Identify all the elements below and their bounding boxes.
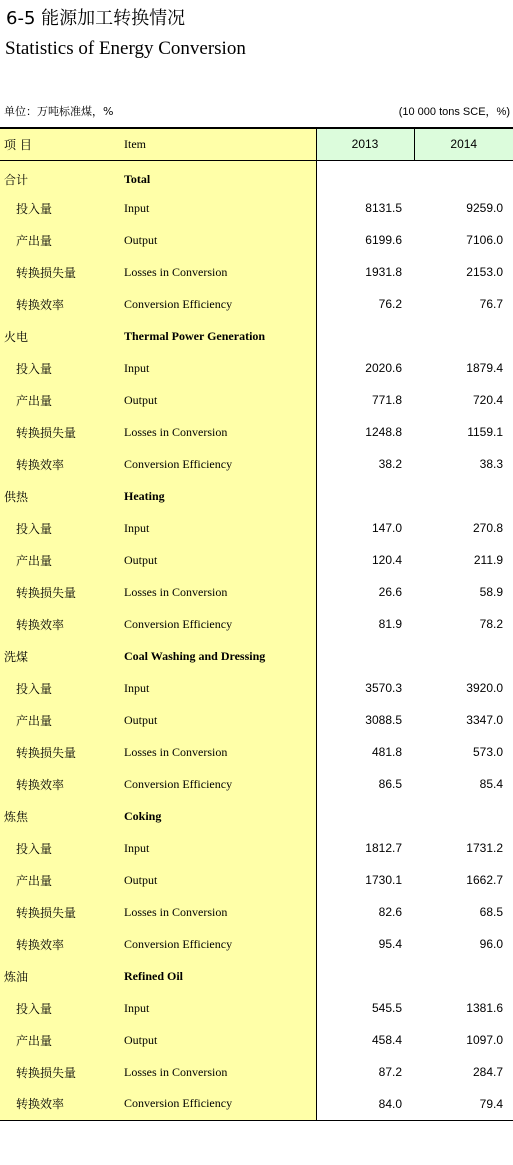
row-label-chinese: 转换损失量 xyxy=(0,416,120,448)
value-2014: 1381.6 xyxy=(466,1001,503,1015)
row-label-english: Output xyxy=(120,544,316,576)
table-row xyxy=(0,448,513,480)
value-2013: 8131.5 xyxy=(316,192,414,224)
row-label-english: Conversion Efficiency xyxy=(120,448,316,480)
unit-label-english: (10 000 tons SCE，%) xyxy=(398,106,510,118)
value-2014: 1159.1 xyxy=(467,425,503,439)
value-2014: 7106.0 xyxy=(466,233,503,247)
value-2013: 147.0 xyxy=(316,512,414,544)
table-row xyxy=(0,672,513,704)
table-row xyxy=(0,736,513,768)
row-label-chinese: 产出量 xyxy=(0,1024,120,1056)
row-label-chinese: 投入量 xyxy=(0,992,120,1024)
table-row xyxy=(0,1024,513,1056)
row-label-english: Conversion Efficiency xyxy=(120,288,316,320)
value-2013: 81.9 xyxy=(316,608,414,640)
table-row xyxy=(0,352,513,384)
row-label-english: Conversion Efficiency xyxy=(120,1088,316,1120)
row-label-chinese: 转换损失量 xyxy=(0,256,120,288)
table-row xyxy=(0,256,513,288)
row-label-english: Coal Washing and Dressing xyxy=(120,640,316,672)
value-2013: 6199.6 xyxy=(316,224,414,256)
row-label-chinese: 转换损失量 xyxy=(0,1056,120,1088)
row-label-chinese: 投入量 xyxy=(0,192,120,224)
value-2013: 1248.8 xyxy=(316,416,414,448)
row-label-chinese: 产出量 xyxy=(0,704,120,736)
value-2013: 3570.3 xyxy=(316,672,414,704)
value-2014: 3347.0 xyxy=(466,713,503,727)
value-2014: 3920.0 xyxy=(466,681,503,695)
value-2014 xyxy=(414,160,513,192)
row-label-chinese: 产出量 xyxy=(0,384,120,416)
row-label-english: Losses in Conversion xyxy=(120,896,316,928)
value-2014 xyxy=(414,320,513,352)
row-label-chinese: 炼焦 xyxy=(0,800,120,832)
table-category-row xyxy=(0,320,513,352)
value-2014 xyxy=(414,640,513,672)
value-2013: 1730.1 xyxy=(316,864,414,896)
table-row xyxy=(0,832,513,864)
header-year-2014: 2014 xyxy=(414,128,513,160)
row-label-chinese: 供热 xyxy=(0,480,120,512)
value-2013: 95.4 xyxy=(316,928,414,960)
table-row xyxy=(0,768,513,800)
value-2014: 79.4 xyxy=(414,1088,513,1120)
table-category-row xyxy=(0,480,513,512)
value-2014: 9259.0 xyxy=(466,201,503,215)
table-category-row xyxy=(0,640,513,672)
page-title-chinese: 6-5 能源加工转换情况 xyxy=(6,8,186,29)
row-label-chinese: 投入量 xyxy=(0,832,120,864)
row-label-english: Losses in Conversion xyxy=(120,576,316,608)
value-2013: 84.0 xyxy=(316,1088,414,1120)
statistics-table-container xyxy=(0,127,513,1121)
value-2013: 545.5 xyxy=(316,992,414,1024)
row-label-chinese: 投入量 xyxy=(0,352,120,384)
page-title-english: Statistics of Energy Conversion xyxy=(5,38,246,59)
row-label-chinese: 转换损失量 xyxy=(0,736,120,768)
table-row xyxy=(0,704,513,736)
header-item-english: Item xyxy=(120,128,316,160)
row-label-english: Conversion Efficiency xyxy=(120,768,316,800)
value-2013: 771.8 xyxy=(316,384,414,416)
row-label-english: Output xyxy=(120,864,316,896)
value-2013: 86.5 xyxy=(316,768,414,800)
value-2013: 120.4 xyxy=(316,544,414,576)
value-2014 xyxy=(414,960,513,992)
value-2014 xyxy=(414,800,513,832)
row-label-chinese: 产出量 xyxy=(0,544,120,576)
table-row xyxy=(0,608,513,640)
row-label-english: Losses in Conversion xyxy=(120,736,316,768)
value-2014: 68.5 xyxy=(479,905,503,919)
table-row xyxy=(0,192,513,224)
value-2014: 284.7 xyxy=(472,1065,503,1079)
row-label-chinese: 产出量 xyxy=(0,224,120,256)
row-label-chinese: 投入量 xyxy=(0,672,120,704)
row-label-chinese: 洗煤 xyxy=(0,640,120,672)
row-label-english: Conversion Efficiency xyxy=(120,928,316,960)
value-2013: 2020.6 xyxy=(316,352,414,384)
row-label-english: Input xyxy=(120,192,316,224)
row-label-english: Thermal Power Generation xyxy=(120,320,316,352)
row-label-english: Losses in Conversion xyxy=(120,256,316,288)
table-row xyxy=(0,864,513,896)
table-header-row xyxy=(0,128,513,160)
table-category-row xyxy=(0,160,513,192)
value-2014: 573.0 xyxy=(472,745,503,759)
value-2014: 2153.0 xyxy=(466,265,503,279)
row-label-english: Output xyxy=(120,1024,316,1056)
row-label-chinese: 炼油 xyxy=(0,960,120,992)
table-row xyxy=(0,384,513,416)
table-body xyxy=(0,160,513,1120)
row-label-english: Conversion Efficiency xyxy=(120,608,316,640)
value-2013: 458.4 xyxy=(316,1024,414,1056)
value-2013: 76.2 xyxy=(316,288,414,320)
value-2013: 87.2 xyxy=(316,1056,414,1088)
header-year-2013: 2013 xyxy=(316,128,414,160)
row-label-english: Losses in Conversion xyxy=(120,1056,316,1088)
row-label-english: Losses in Conversion xyxy=(120,416,316,448)
value-2014: 38.3 xyxy=(479,457,503,471)
row-label-english: Refined Oil xyxy=(120,960,316,992)
table-row xyxy=(0,416,513,448)
value-2013 xyxy=(316,320,414,352)
row-label-chinese: 转换效率 xyxy=(0,928,120,960)
value-2013 xyxy=(316,480,414,512)
table-row xyxy=(0,1056,513,1088)
value-2014: 1097.0 xyxy=(466,1033,503,1047)
value-2014: 270.8 xyxy=(472,521,503,535)
energy-conversion-table xyxy=(0,127,513,1121)
table-row xyxy=(0,928,513,960)
table-row xyxy=(0,512,513,544)
value-2014 xyxy=(414,480,513,512)
header-item-chinese: 项 目 xyxy=(0,128,120,160)
value-2013 xyxy=(316,640,414,672)
row-label-english: Heating xyxy=(120,480,316,512)
value-2014: 720.4 xyxy=(472,393,503,407)
row-label-english: Output xyxy=(120,224,316,256)
row-label-chinese: 转换效率 xyxy=(0,448,120,480)
table-row xyxy=(0,288,513,320)
row-label-chinese: 转换效率 xyxy=(0,288,120,320)
value-2014: 78.2 xyxy=(479,617,503,631)
value-2013 xyxy=(316,800,414,832)
row-label-english: Output xyxy=(120,384,316,416)
table-row xyxy=(0,896,513,928)
row-label-chinese: 产出量 xyxy=(0,864,120,896)
table-row xyxy=(0,1088,513,1120)
value-2013: 26.6 xyxy=(316,576,414,608)
row-label-english: Coking xyxy=(120,800,316,832)
row-label-english: Input xyxy=(120,672,316,704)
row-label-chinese: 转换效率 xyxy=(0,1088,120,1120)
row-label-chinese: 投入量 xyxy=(0,512,120,544)
table-category-row xyxy=(0,800,513,832)
row-label-english: Input xyxy=(120,512,316,544)
value-2014: 1879.4 xyxy=(466,361,503,375)
table-row xyxy=(0,224,513,256)
unit-label-chinese: 单位：万吨标准煤，% xyxy=(4,105,114,118)
value-2014: 58.9 xyxy=(479,585,503,599)
value-2013: 1931.8 xyxy=(316,256,414,288)
value-2014: 211.9 xyxy=(473,553,503,567)
value-2013: 82.6 xyxy=(316,896,414,928)
value-2013: 481.8 xyxy=(316,736,414,768)
row-label-english: Input xyxy=(120,832,316,864)
row-label-chinese: 转换损失量 xyxy=(0,576,120,608)
value-2014: 85.4 xyxy=(479,777,503,791)
value-2013: 3088.5 xyxy=(316,704,414,736)
row-label-chinese: 火电 xyxy=(0,320,120,352)
row-label-english: Output xyxy=(120,704,316,736)
value-2014: 76.7 xyxy=(479,297,503,311)
value-2014: 1662.7 xyxy=(466,873,503,887)
table-row xyxy=(0,992,513,1024)
row-label-chinese: 转换效率 xyxy=(0,608,120,640)
row-label-chinese: 转换效率 xyxy=(0,768,120,800)
value-2013 xyxy=(316,960,414,992)
row-label-chinese: 转换损失量 xyxy=(0,896,120,928)
value-2014: 96.0 xyxy=(479,937,503,951)
value-2013 xyxy=(316,160,414,192)
row-label-english: Input xyxy=(120,352,316,384)
row-label-english: Input xyxy=(120,992,316,1024)
table-row xyxy=(0,544,513,576)
table-category-row xyxy=(0,960,513,992)
table-row xyxy=(0,576,513,608)
value-2014: 1731.2 xyxy=(466,841,503,855)
row-label-english: Total xyxy=(120,160,316,192)
row-label-chinese: 合计 xyxy=(0,160,120,192)
value-2013: 1812.7 xyxy=(316,832,414,864)
value-2013: 38.2 xyxy=(316,448,414,480)
